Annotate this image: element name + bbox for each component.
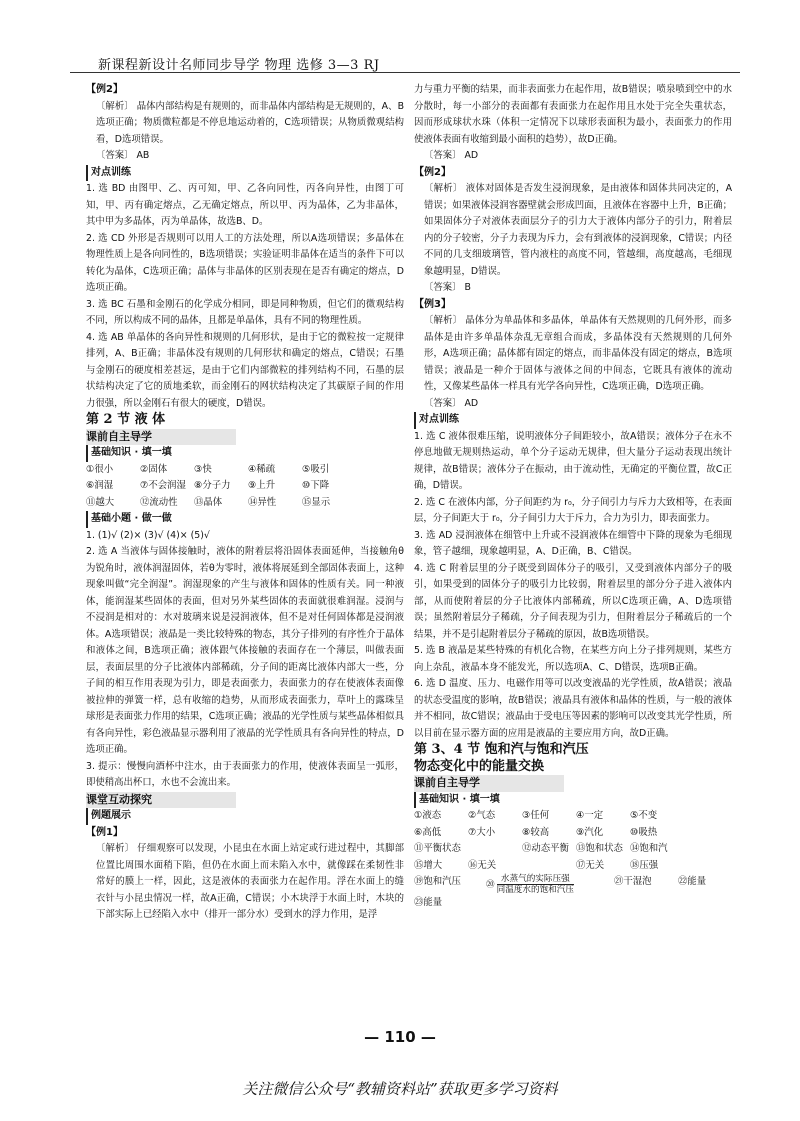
fill-item: ④一定 xyxy=(576,810,604,821)
training-item-3: 3. 选 AD 浸润液体在细管中上升或不浸润液体在细管中下降的现象为毛细现象，管子越细，现象越明显，A、D正确，B、C错误。 xyxy=(414,529,732,557)
fill-item: ⑪越大 xyxy=(86,496,115,508)
fill-item: ⑬晶体 xyxy=(194,496,223,508)
fill-item: ⑫流动性 xyxy=(140,496,178,508)
example-3-analysis: 〔解析〕 晶体分为单晶体和多晶体，单晶体有天然规则的几何外形，而多晶体是由许多单晶体杂乱无章组合而成，多晶体没有天然规则的几何外形，A选项正确；晶体都有固定的熔点，而非晶体没有固定的熔点，B选项错误；液晶是一种介于固体与液体之间的中间态，它既具有液体的流动性，又像某些晶体一样具有光学各向异性，C选项正确，D选项正确。 xyxy=(424,315,732,392)
example-1-answer: 〔答案〕 AD xyxy=(424,150,479,161)
fill-blanks xyxy=(86,462,404,512)
fill-item: ㉑干湿泡 xyxy=(614,876,652,887)
fill-item: ④稀疏 xyxy=(248,463,276,475)
banner-self-study-right: 课前自主导学 xyxy=(414,775,564,792)
fill-item: ⑪平衡状态 xyxy=(414,843,461,854)
fill-item: ⑱压强 xyxy=(630,859,659,871)
fill-item: ⑭饱和汽 xyxy=(630,843,668,854)
fraction-denominator: 同温度水的饱和汽压 xyxy=(496,885,574,895)
fill-item: ⑭异性 xyxy=(248,496,277,508)
header-title: 新课程新设计名师同步导学 物理 选修 3—3 RJ xyxy=(98,58,380,73)
example-2-analysis-right: 〔解析〕 液体对固体是否发生浸润现象，是由液体和固体共同决定的，A错误；如果液体浸润容器壁就会形成凹面，且液体在容器中上升，B正确；如果固体分子对液体表面层分子的引力大于液体内部分子的引力，附着层内的分子较密，分子力表现为斥力，会有到液体的浸润现象，C错误；内径不同的几支细玻璃管，管内液柱的高度不同，管越细，高度越高，毛细现象越明显，D错误。 xyxy=(424,183,732,277)
fill-item: ⑥润湿 xyxy=(86,480,114,491)
training-item-3: 3. 选 BC 石墨和金刚石的化学成分相同，即是同种物质，但它们的微观结构不同，所以构成不同的晶体，且都是单晶体，具有不同的物理性质。 xyxy=(86,298,404,326)
training-item-4: 4. 选 C 附着层里的分子既受到固体分子的吸引，又受到液体内部分子的吸引，如果受到的固体分子的吸引力比较弱，附着层里的部分分子进入液体内部，从而使附着层的分子比液体内部稀疏，所以C选项正确，A、D选项错误；虽然附着层分子稀疏，分子间表现为引力，但附着层分子稀疏后的一个结果，并不是引起附着层分子稀疏的原因，故B选项错误。 xyxy=(414,562,732,640)
example-1-continued: 力与重力平衡的结果，而非表面张力在起作用，故B错误；喷泉喷到空中的水分散时，每一小部分的表面都有表面张力在起作用且水处于完全失重状态，因而形成球状水珠（体积一定情况下以球形表面积为最小，表面张力的作用使液体表面有收缩到最小面积的趋势），故D正确。 xyxy=(414,84,732,145)
example-3-answer: 〔答案〕 AD xyxy=(424,397,479,409)
training-bar: 对点训练 xyxy=(86,165,404,182)
example-2-answer: 〔答案〕 AB xyxy=(96,150,150,161)
training-item-6: 6. 选 D 温度、压力、电磁作用等可以改变液晶的光学性质，故A错误；液晶的状态受温度的影响，故B错误；液晶具有液体和晶体的性质，与一般的液体并不相同，故C错误；液晶由于受电压等因素的影响可以改变其光学性质，所以目前在显示器方面的应用是液晶的主要应用方向，故D正确。 xyxy=(414,678,732,739)
page-number: — 110 — xyxy=(364,1028,436,1046)
fill-item: ⑤不变 xyxy=(630,810,658,821)
fill-item: ⑦不会润湿 xyxy=(140,480,186,491)
fill-item: ②固体 xyxy=(140,463,168,475)
example-3-tag: 【例3】 xyxy=(414,298,451,310)
section-34-title: 第 3、4 节 饱和汽与饱和汽压 xyxy=(414,742,589,757)
section-34-subtitle: 物态变化中的能量交换 xyxy=(414,758,545,774)
example-1-analysis: 〔解析〕 仔细观察可以发现，小昆虫在水面上站定或行进过程中，其脚部位置比周围水面稍下陷，但仍在水面上而未陷入水中，就像踩在柔韧性非常好的膜上一样，因此，这是液体的表面张力在起作用。浮在水面上的缝衣针与小昆虫情况一样，故A正确，C错误；小木块浮于水面上时，木块的下部实际上已经陷入水中（排开一部分水）受到水的浮力作用，是浮 xyxy=(96,843,404,920)
right-column xyxy=(414,82,732,912)
example-1-tag: 【例1】 xyxy=(86,826,123,838)
fill-fraction-number: ⑳ xyxy=(486,879,495,890)
fill-item: ②气态 xyxy=(468,810,496,821)
example-2-tag: 【例2】 xyxy=(86,84,123,95)
fill-item: ⑬饱和状态 xyxy=(576,843,623,854)
training-bar-right: 对点训练 xyxy=(414,412,732,429)
fill-item: ㉒能量 xyxy=(678,876,707,887)
banner-self-study: 课前自主导学 xyxy=(86,429,236,446)
basic-knowledge-bar: 基础知识 · 填一填 xyxy=(86,445,404,462)
fill-item: ⑥高低 xyxy=(414,826,442,838)
quiz-item-3: 3. 提示：慢慢向酒杯中注水，由于表面张力的作用，使液体表面呈一弧形，即使稍高出杯口，水也不会流出来。 xyxy=(86,760,404,788)
fill-item: ③任何 xyxy=(522,810,550,821)
fill-item: ⑦大小 xyxy=(468,826,496,838)
quiz-item-2: 2. 选 A 当液体与固体接触时，液体的附着层将沿固体表面延伸，当接触角θ为锐角时，液体润湿固体，若θ为零时，液体将展延到全部固体表面上，这种现象叫做“完全润湿”。润湿现象的产生与液体和固体的性质有关。同一种液体，能润湿某些固体的表面，但对另外某些固体的表面就很难润湿。浸润与不浸润是相对的：水对玻璃来说是浸润液体，但不是对任何固体都是浸润液体。A选项错误；液晶是一类比较特殊的物态，其分子排列的有序性介于晶体和液体之间，B选项正确；液体跟气体接触的表面存在一个薄层，叫做表面层，表面层里的分子比液体内部稀疏，分子间的距离比液体内部大一些，分子间的相互作用表现为引力，即是表面张力，表面张力的存在使液体表面像被拉伸的弹簧一样，总有收缩的趋势，从而形成表面张力，草叶上的露珠呈球形是表面张力作用的结果，C选项正确；液晶的光学性质与某些晶体相似具有各向异性，彩色液晶显示器利用了液晶的光学性质具有各向异性的特点，D选项正确。 xyxy=(86,546,404,755)
quiz-item-1: 1. (1)√ (2)× (3)√ (4)× (5)√ xyxy=(86,529,210,541)
fill-item: ③快 xyxy=(194,463,212,475)
fill-item: ⑨上升 xyxy=(248,480,276,491)
example-bar: 例题展示 xyxy=(86,808,404,825)
footer-note: 关注微信公众号“教辅资料站”获取更多学习资料 xyxy=(242,1080,558,1098)
fill-item: ⑧分子力 xyxy=(194,480,231,491)
training-item-2: 2. 选 CD 外形是否规则可以用人工的方法处理，所以A选项错误；多晶体在物理性质上是各向同性的，B选项错误；实验证明非晶体在适当的条件下可以转化为晶体，C选项正确；晶体与非晶体的区别表现在是否有确定的熔点，D选项正确。 xyxy=(86,232,404,293)
training-item-1: 1. 选 BD 由图甲、乙、丙可知，甲、乙各向同性，丙各向异性，由图丁可知，甲、丙有确定熔点，乙无确定熔点，所以甲、丙为晶体，乙为非晶体，其中甲为多晶体，丙为单晶体，故选B、D。 xyxy=(86,183,404,227)
fill-item: ⑧较高 xyxy=(522,826,550,838)
example-2-tag-right: 【例2】 xyxy=(414,166,451,178)
example-2-answer-right: 〔答案〕 B xyxy=(424,282,471,293)
fill-item: ⑤吸引 xyxy=(302,463,330,475)
basic-knowledge-bar-right: 基础知识 · 填一填 xyxy=(414,792,732,809)
training-item-2: 2. 选 C 在液体内部，分子间距约为 r₀，分子间引力与斥力大致相等，在表面层，分子间距大于 r₀，分子间引力大于斥力，合力为引力，即表面张力。 xyxy=(414,496,732,524)
fill-item: ⑮增大 xyxy=(414,859,443,871)
fill-item: ⑮显示 xyxy=(302,496,331,508)
fill-item: ①液态 xyxy=(414,810,442,821)
fill-item: ⑲饱和汽压 xyxy=(414,876,461,887)
fill-item: ⑫动态平衡 xyxy=(522,843,569,854)
fill-item: ①很小 xyxy=(86,463,114,475)
banner-classroom: 课堂互动探究 xyxy=(86,792,236,809)
fraction-numerator: 水蒸气的实际压强 xyxy=(497,874,574,885)
fill-item: ㉓能量 xyxy=(414,897,443,908)
fill-blanks-right xyxy=(414,808,732,912)
fill-fraction-body xyxy=(497,874,574,895)
fill-item: ⑰无关 xyxy=(576,859,605,871)
training-item-5: 5. 选 B 液晶是某些特殊的有机化合物，在某些方向上分子排列规则，某些方向上杂乱，液晶本身不能发光，所以选项A、C、D错误，选项B正确。 xyxy=(414,645,732,673)
training-item-4: 4. 选 AB 单晶体的各向异性和规则的几何形状，是由于它的微粒按一定规律排列，A、B正确；非晶体没有规则的几何形状和确定的熔点，C错误；石墨与金刚石的硬度相差甚远，是由于它们内部微粒的排列结构不同，石墨的层状结构决定了它的质地柔软，而金刚石的网状结构决定了其碳原子间的作用力很强，所以金刚石有很大的硬度，D错误。 xyxy=(86,331,404,409)
fill-item: ⑨汽化 xyxy=(576,826,604,838)
page-header xyxy=(70,40,740,73)
training-item-1: 1. 选 C 液体很难压缩，说明液体分子间距较小，故A错误；液体分子在永不停息地做无规则热运动，单个分子运动无规律，但大量分子运动表现出统计规律，故B错误；液体分子在振动，由于流动性，无确定的平衡位置，故C正确，D错误。 xyxy=(414,430,732,491)
fill-item: ⑯无关 xyxy=(468,859,497,871)
basic-quiz-bar: 基础小题 · 做一做 xyxy=(86,511,404,528)
fill-item: ⑩吸热 xyxy=(630,826,658,838)
section-2-title: 第 2 节 液 体 xyxy=(86,412,166,427)
example-2-analysis: 〔解析〕 晶体内部结构是有规则的，而非晶体内部结构是无规则的，A、B选项正确；物质微粒都是不停息地运动着的，C选项错误；从物质微观结构看，D选项错误。 xyxy=(96,100,404,145)
left-column xyxy=(86,82,404,924)
fill-fraction xyxy=(486,874,612,895)
fill-item: ⑩下降 xyxy=(302,480,330,491)
